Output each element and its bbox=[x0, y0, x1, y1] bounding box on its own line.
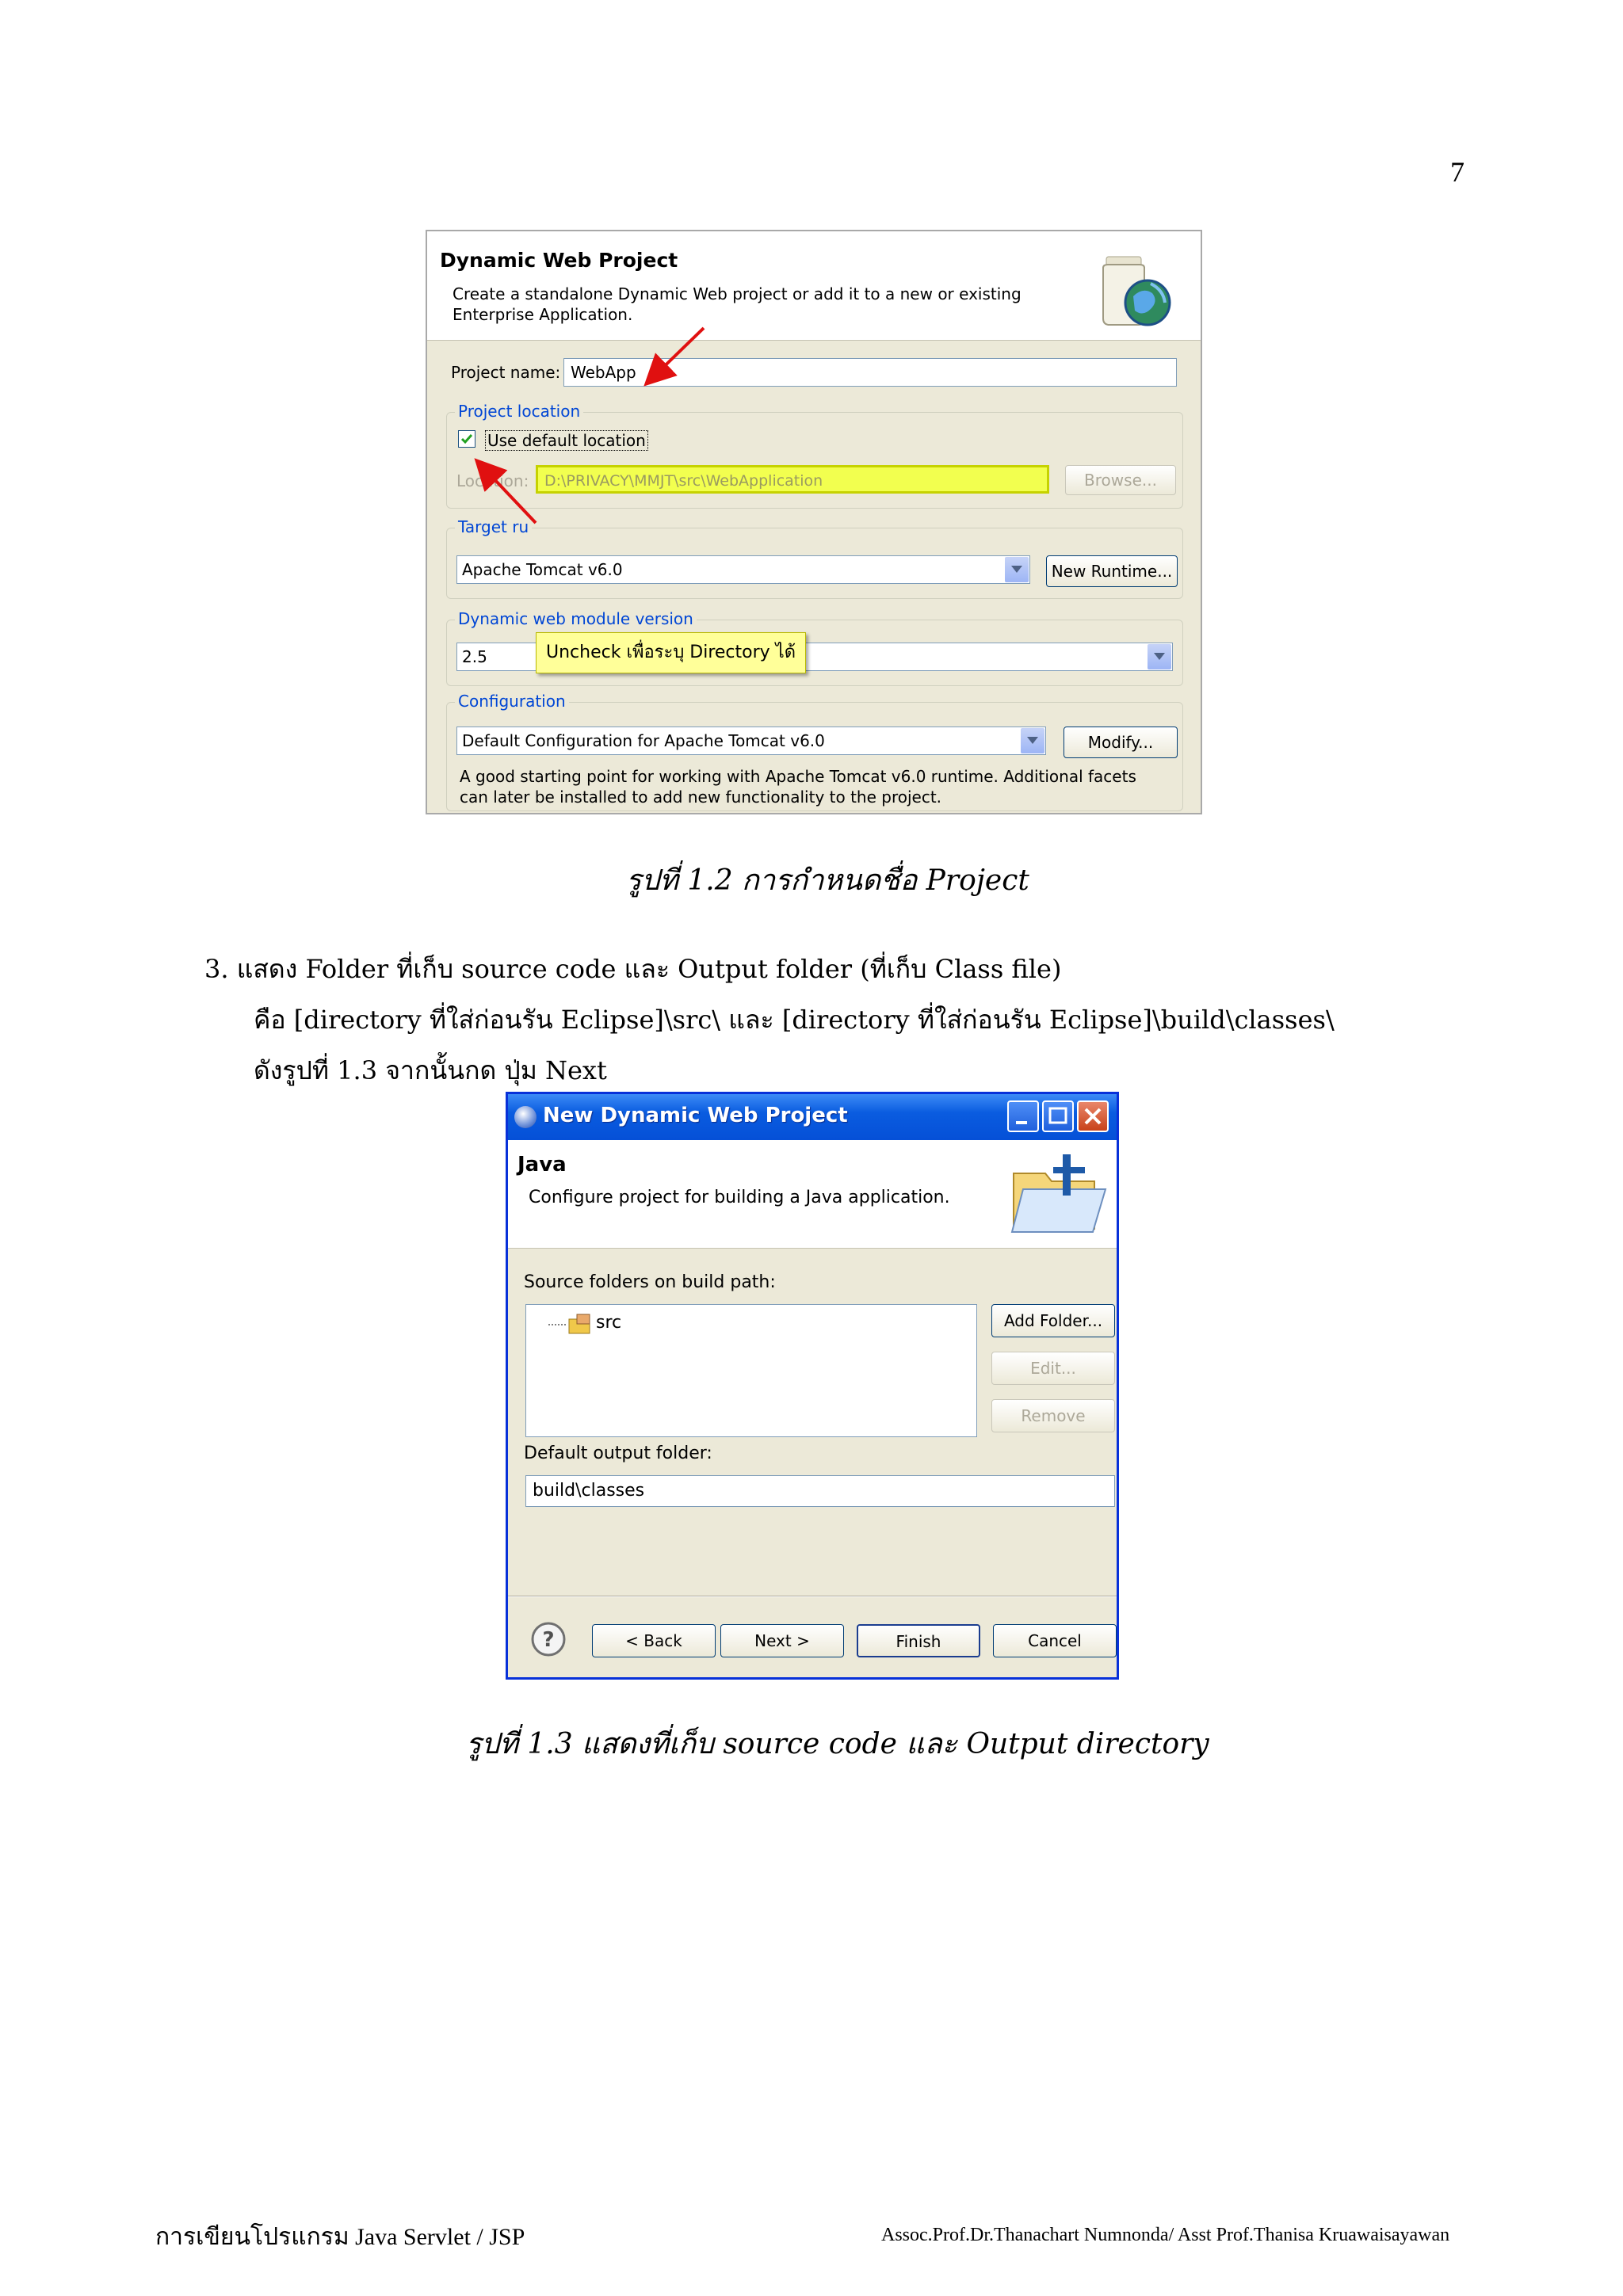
modify-button[interactable]: Modify... bbox=[1064, 727, 1178, 758]
project-location-title: Project location bbox=[455, 402, 583, 421]
figure1-caption: รูปที่ 1.2 การกำหนดชื่อ Project bbox=[626, 864, 1029, 897]
new-runtime-button[interactable]: New Runtime... bbox=[1046, 555, 1178, 587]
location-input[interactable]: D:\PRIVACY\MMJT\src\WebApplication bbox=[536, 465, 1049, 494]
java-page-header bbox=[508, 1140, 1117, 1249]
configuration-description: A good starting point for working with Apache Tomcat v6.0 runtime. Additional facets can later be installed to add new functionality to the project. bbox=[460, 767, 1136, 807]
package-folder-icon bbox=[567, 1313, 593, 1335]
close-button[interactable] bbox=[1077, 1100, 1109, 1132]
maximize-icon bbox=[1044, 1102, 1072, 1131]
arrow-to-checkbox bbox=[479, 463, 536, 523]
footer-course-title: การเขียนโปรแกรม Java Servlet / JSP bbox=[155, 2224, 525, 2250]
location-label: Location: bbox=[456, 471, 529, 490]
new-dynamic-web-project-window bbox=[506, 1092, 1119, 1680]
default-output-folder-label: Default output folder: bbox=[524, 1444, 712, 1463]
svg-text:?: ? bbox=[542, 1628, 555, 1652]
button-bar-divider bbox=[508, 1596, 1117, 1597]
add-folder-button[interactable]: Add Folder... bbox=[991, 1304, 1115, 1337]
back-button[interactable]: < Back bbox=[592, 1624, 716, 1657]
minimize-icon bbox=[1009, 1102, 1037, 1131]
page-number: 7 bbox=[1450, 156, 1465, 188]
step3-line3: ดังรูปที่ 1.3 จากนั้นกด ปุ่ม Next bbox=[254, 1055, 607, 1085]
step3-line2: คือ [directory ที่ใส่ก่อนรัน Eclipse]\src\ และ [directory ที่ใส่ก่อนรัน Eclipse]\build\classes\ bbox=[254, 1005, 1335, 1035]
java-page-body bbox=[508, 1249, 1117, 1676]
tree-connector bbox=[548, 1324, 566, 1325]
maximize-button[interactable] bbox=[1042, 1100, 1074, 1132]
footer-authors: Assoc.Prof.Dr.Thanachart Numnonda/ Asst Prof.Thanisa Kruawaisayawan bbox=[881, 2225, 1450, 2245]
source-folders-list[interactable] bbox=[525, 1304, 977, 1437]
arrow-to-project-name bbox=[648, 328, 704, 382]
src-folder-item[interactable]: src bbox=[596, 1313, 622, 1333]
java-page-description: Configure project for building a Java application. bbox=[529, 1188, 950, 1207]
module-version-value: 2.5 bbox=[462, 647, 487, 666]
output-folder-input[interactable]: build\classes bbox=[525, 1475, 1115, 1507]
project-name-input[interactable]: WebApp bbox=[563, 358, 1177, 387]
minimize-button[interactable] bbox=[1007, 1100, 1039, 1132]
help-icon[interactable] bbox=[530, 1621, 567, 1657]
uncheck-tooltip: Uncheck เพื่อระบุ Directory ได้ bbox=[536, 632, 806, 673]
java-folder-icon bbox=[1007, 1150, 1109, 1237]
wizard-title: Dynamic Web Project bbox=[440, 249, 678, 272]
window-title: New Dynamic Web Project bbox=[543, 1104, 848, 1127]
edit-button[interactable]: Edit... bbox=[991, 1352, 1115, 1385]
source-folders-label: Source folders on build path: bbox=[524, 1272, 776, 1292]
step3-line1: 3. แสดง Folder ที่เก็บ source code และ Output folder (ที่เก็บ Class file) bbox=[204, 954, 1062, 984]
java-page-title: Java bbox=[517, 1153, 567, 1177]
module-version-title: Dynamic web module version bbox=[455, 609, 697, 628]
window-titlebar[interactable] bbox=[508, 1094, 1117, 1140]
eclipse-icon bbox=[514, 1106, 537, 1128]
browse-button[interactable]: Browse... bbox=[1065, 465, 1176, 495]
cancel-button[interactable]: Cancel bbox=[993, 1624, 1117, 1657]
close-icon bbox=[1079, 1102, 1107, 1131]
configuration-value: Default Configuration for Apache Tomcat v6.0 bbox=[462, 731, 825, 750]
figure2-caption: รูปที่ 1.3 แสดงที่เก็บ source code และ Output directory bbox=[466, 1728, 1209, 1760]
wizard-description: Create a standalone Dynamic Web project or add it to a new or existing Enterprise Application. bbox=[453, 284, 1022, 324]
configuration-title: Configuration bbox=[455, 692, 569, 711]
project-name-label: Project name: bbox=[451, 363, 561, 382]
finish-button[interactable]: Finish bbox=[857, 1624, 980, 1657]
target-runtime-title: Target ru bbox=[455, 517, 532, 536]
target-runtime-value: Apache Tomcat v6.0 bbox=[462, 560, 623, 579]
remove-button[interactable]: Remove bbox=[991, 1399, 1115, 1432]
next-button[interactable]: Next > bbox=[720, 1624, 844, 1657]
use-default-location-label[interactable]: Use default location bbox=[485, 430, 648, 451]
